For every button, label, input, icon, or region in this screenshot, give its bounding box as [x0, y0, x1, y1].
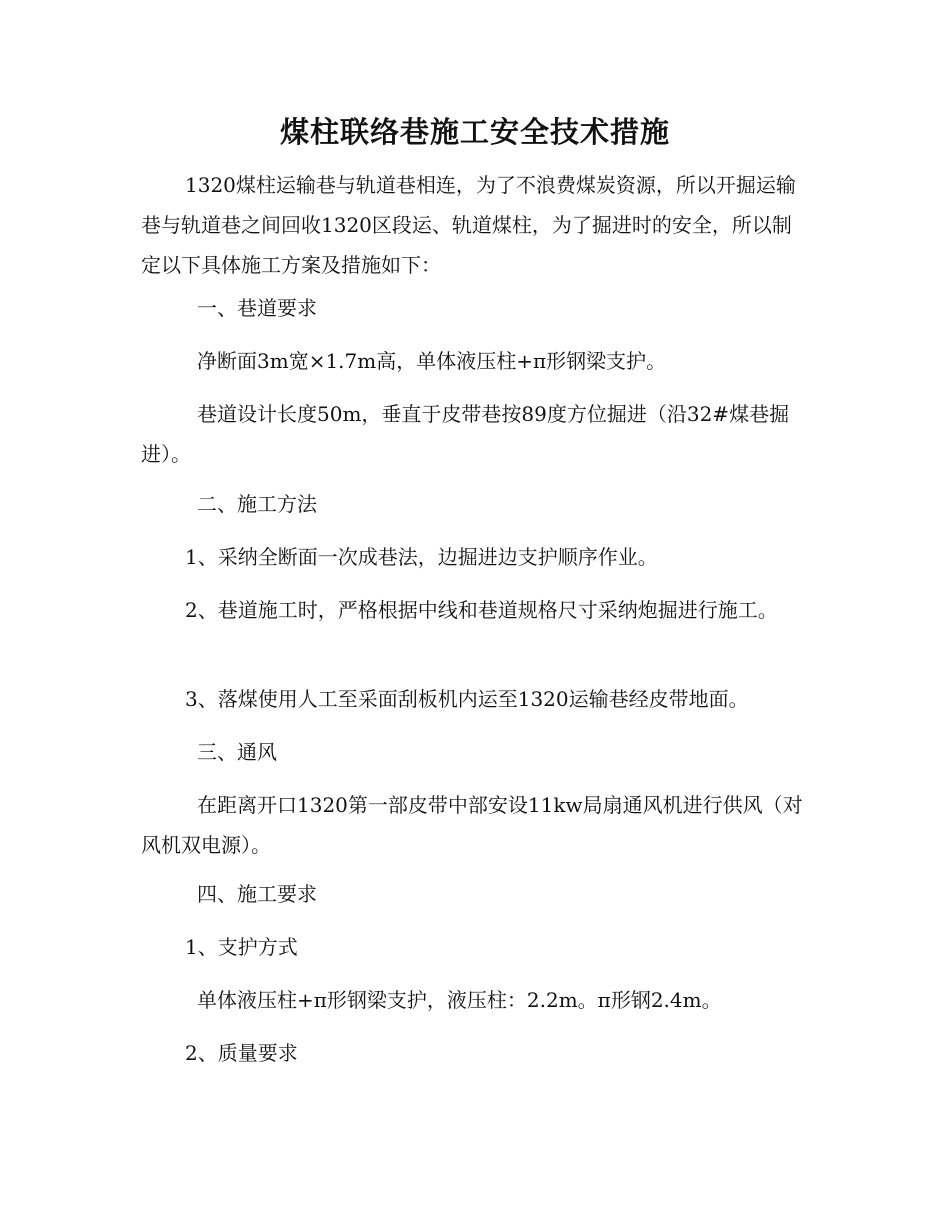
method-item-3: 3、落煤使用人工至采面刮板机内运至1320运输巷经皮带地面。: [185, 687, 749, 711]
method-item-2: 2、巷道施工时，严格根据中线和巷道规格尺寸采纳炮掘进行施工。: [185, 598, 778, 622]
section-heading-road-requirements: 一、巷道要求: [197, 296, 317, 320]
document-title: 煤柱联络巷施工安全技术措施: [279, 115, 670, 149]
requirement-item-1: 1、支护方式: [185, 935, 298, 959]
support-method-paragraph: 单体液压柱+π形钢梁支护，液压柱：2.2m。π形钢2.4m。: [197, 988, 722, 1012]
cross-section-paragraph: 净断面3m宽×1.7m高，单体液压柱+π形钢梁支护。: [197, 349, 667, 373]
ventilation-paragraph: 在距离开口1320第一部皮带中部安设11kw局扇通风机进行供风（对风机双电源）。: [141, 793, 803, 857]
section-heading-ventilation: 三、通风: [197, 740, 277, 764]
method-item-1: 1、采纳全断面一次成巷法，边掘进边支护顺序作业。: [185, 545, 658, 569]
requirement-item-2: 2、质量要求: [185, 1041, 298, 1065]
road-length-paragraph: 巷道设计长度50m，垂直于皮带巷按89度方位掘进（沿32#煤巷掘进）。: [141, 402, 790, 466]
section-heading-construction-method: 二、施工方法: [197, 492, 317, 516]
intro-paragraph: 1320煤柱运输巷与轨道巷相连，为了不浪费煤炭资源，所以开掘运输巷与轨道巷之间回收1320区段运、轨道煤柱，为了掘进时的安全，所以制定以下具体施工方案及措施如下：: [141, 173, 796, 277]
section-heading-construction-requirements: 四、施工要求: [197, 882, 317, 906]
